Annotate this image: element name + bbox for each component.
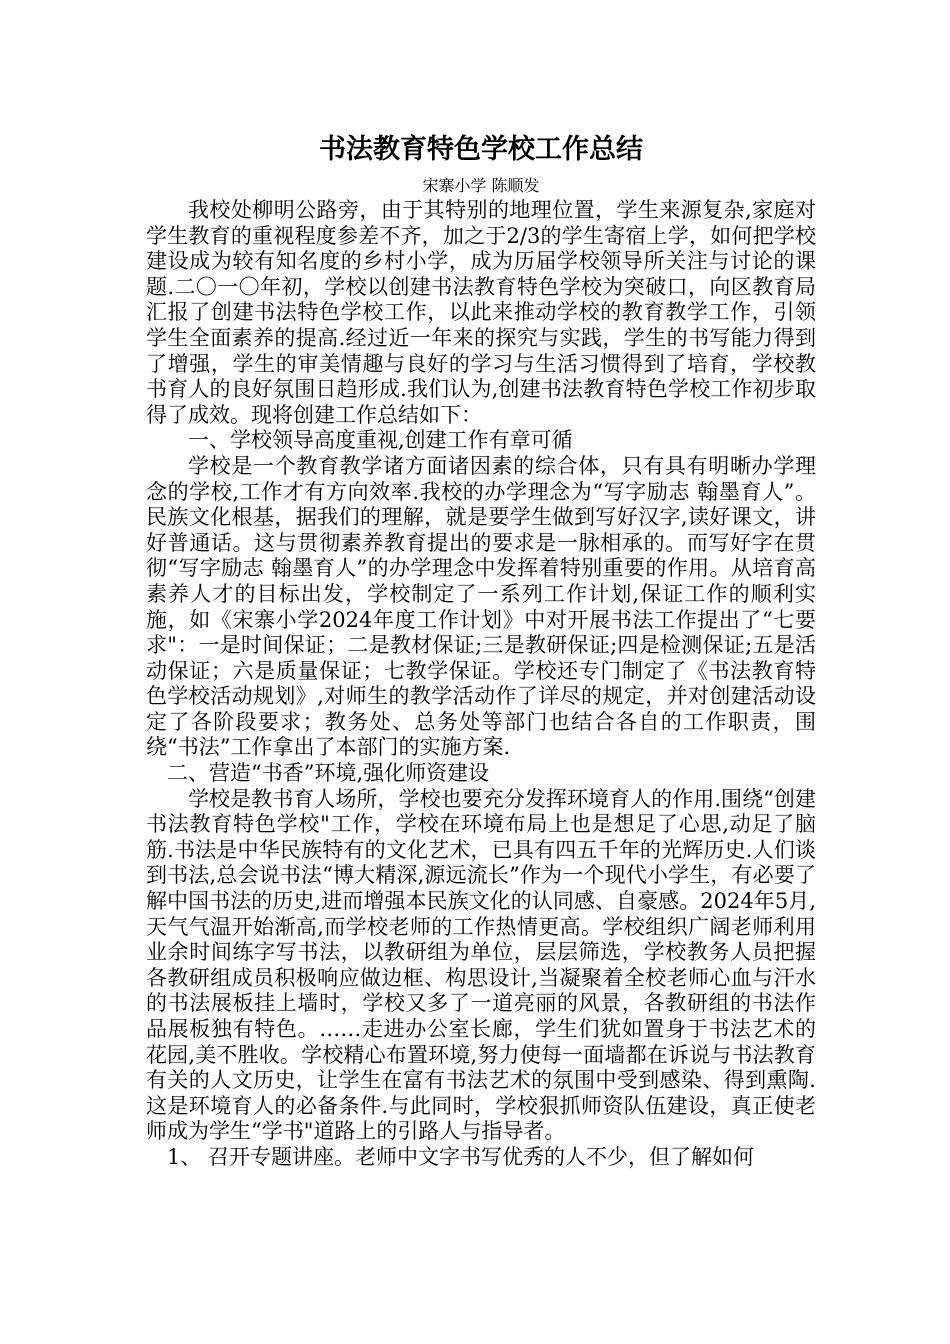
section-paragraph-1: 学校是一个教育教学诸方面诸因素的综合体，只有具有明晰办学理念的学校,工作才有方向效率.我校的办学理念为“写字励志 翰墨育人”。民族文化根基，据我们的理解，就是要学生做到写好汉字,读好课文，讲好普通话。这与贯彻素养教育提出的要求是一脉相承的。而写好字在贯彻“写字励志 翰墨育人”的办学理念中发挥着特别重要的作用。从培育高素养人才的目标出发，学校制定了一系列工作计划,保证工作的顺利实施，如《宋寨小学2024年度工作计划》中对开展书法工作提出了“七要求"：一是时间保证；二是教材保证;三是教研保证;四是检测保证;五是活动保证；六是质量保证；七教学保证。学校还专门制定了《书法教育特色学校活动规划》,对师生的教学活动作了详尽的规定，并对创建活动设定了各阶段要求；教务处、总务处等部门也结合各自的工作职责，围绕“书法”工作拿出了本部门的实施方案.	[146, 453, 816, 760]
list-item-1: 1、 召开专题讲座。老师中文字书写优秀的人不少，但了解如何	[167, 1144, 755, 1169]
section-heading-1: 一、学校领导高度重视,创建工作有章可循	[188, 428, 573, 453]
intro-paragraph: 我校处柳明公路旁，由于其特别的地理位置，学生来源复杂,家庭对学生教育的重视程度参差不齐，加之于2/3的学生寄宿上学，如何把学校建设成为较有知名度的乡村小学，成为历届学校领导所关注与讨论的课题.二〇一〇年初，学校以创建书法教育特色学校为突破口，向区教育局汇报了创建书法特色学校工作，以此来推动学校的教育教学工作，引领学生全面素养的提高.经过近一年来的探究与实践，学生的书写能力得到了增强，学生的审美情趣与良好的学习与生活习惯得到了培育，学校教书育人的良好氛围日趋形成.我们认为,创建书法教育特色学校工作初步取得了成效。现将创建工作总结如下：	[146, 198, 816, 427]
section-paragraph-2: 学校是教书育人场所，学校也要充分发挥环境育人的作用.围绕“创建书法教育特色学校"工作，学校在环境布局上也是想足了心思,动足了脑筋.书法是中华民族特有的文化艺术，已具有四五千年的光辉历史.人们谈到书法,总会说书法“博大精深,源远流长”作为一个现代小学生，有必要了解中国书法的历史,进而增强本民族文化的认同感、自豪感。2024年5月,天气气温开始渐高,而学校老师的工作热情更高。学校组织广阔老师利用业余时间练字写书法，以教研组为单位，层层筛选，学校教务人员把握各教研组成员积极响应做边框、构思设计,当凝聚着全校老师心血与汗水的书法展板挂上墙时，学校又多了一道亮丽的风景，各教研组的书法作品展板独有特色。……走进办公室长廊，学生们犹如置身于书法艺术的花园,美不胜收。学校精心布置环境,努力使每一面墙都在诉说与书法教育有关的人文历史，让学生在富有书法艺术的氛围中受到感染、得到熏陶.这是环境育人的必备条件.与此同时，学校狠抓师资队伍建设，真正使老师成为学生“学书"道路上的引路人与指导者。	[146, 786, 816, 1144]
document-author: 宋寨小学 陈顺发	[422, 176, 540, 195]
document-title: 书法教育特色学校工作总结	[319, 134, 643, 165]
section-heading-2: 二、营造“书香”环境,强化师资建设	[167, 761, 490, 786]
document-body	[146, 128, 816, 1171]
